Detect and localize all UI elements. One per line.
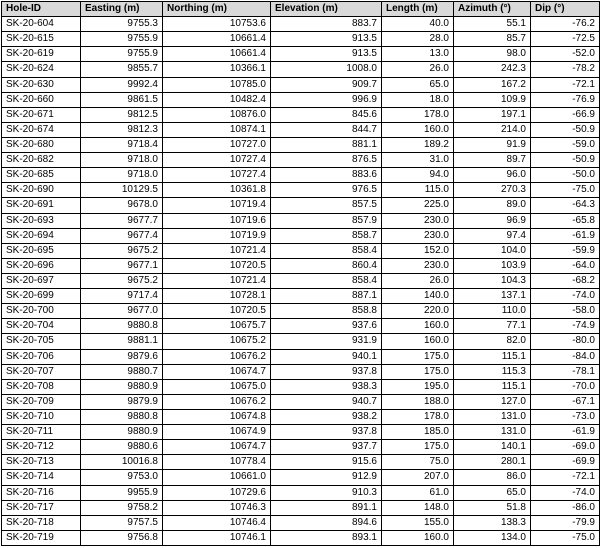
dip-cell: -64.0 — [531, 258, 600, 273]
easting-cell: 9675.2 — [81, 243, 163, 258]
table-row — [2, 198, 600, 213]
hole-id-cell: SK-20-674 — [2, 122, 81, 137]
hole-id-cell: SK-20-695 — [2, 243, 81, 258]
hole-id-cell: SK-20-680 — [2, 137, 81, 152]
azimuth-cell: 131.0 — [454, 409, 531, 424]
hole-id-cell: SK-20-682 — [2, 153, 81, 168]
northing-cell: 10366.1 — [163, 62, 271, 77]
length-cell: 140.0 — [382, 289, 454, 304]
length-cell: 207.0 — [382, 470, 454, 485]
dip-cell: -50.9 — [531, 122, 600, 137]
hole-id-cell: SK-20-705 — [2, 334, 81, 349]
dip-cell: -80.0 — [531, 334, 600, 349]
length-cell: 115.0 — [382, 183, 454, 198]
dip-cell: -59.9 — [531, 243, 600, 258]
elevation-cell: 893.1 — [271, 530, 382, 545]
length-cell: 230.0 — [382, 258, 454, 273]
dip-cell: -50.9 — [531, 153, 600, 168]
hole-id-cell: SK-20-713 — [2, 455, 81, 470]
length-cell: 152.0 — [382, 243, 454, 258]
northing-cell: 10661.0 — [163, 470, 271, 485]
hole-id-cell: SK-20-685 — [2, 168, 81, 183]
hole-id-cell: SK-20-624 — [2, 62, 81, 77]
dip-cell: -52.0 — [531, 47, 600, 62]
table-row — [2, 349, 600, 364]
easting-cell: 9755.3 — [81, 17, 163, 32]
northing-cell: 10785.0 — [163, 77, 271, 92]
dip-cell: -72.5 — [531, 32, 600, 47]
table-row — [2, 485, 600, 500]
header-hole-id: Hole-ID — [2, 2, 81, 17]
header-northing: Northing (m) — [163, 2, 271, 17]
length-cell: 175.0 — [382, 364, 454, 379]
easting-cell: 9812.3 — [81, 122, 163, 137]
hole-id-cell: SK-20-709 — [2, 394, 81, 409]
northing-cell: 10674.9 — [163, 425, 271, 440]
length-cell: 61.0 — [382, 485, 454, 500]
elevation-cell: 857.9 — [271, 213, 382, 228]
elevation-cell: 931.9 — [271, 334, 382, 349]
elevation-cell: 858.4 — [271, 273, 382, 288]
northing-cell: 10720.5 — [163, 304, 271, 319]
northing-cell: 10674.7 — [163, 440, 271, 455]
length-cell: 75.0 — [382, 455, 454, 470]
easting-cell: 9717.4 — [81, 289, 163, 304]
table-row — [2, 394, 600, 409]
elevation-cell: 938.3 — [271, 379, 382, 394]
table-row — [2, 47, 600, 62]
elevation-cell: 845.6 — [271, 107, 382, 122]
table-row — [2, 364, 600, 379]
dip-cell: -76.2 — [531, 17, 600, 32]
easting-cell: 9861.5 — [81, 92, 163, 107]
table-row — [2, 168, 600, 183]
easting-cell: 9753.0 — [81, 470, 163, 485]
azimuth-cell: 85.7 — [454, 32, 531, 47]
length-cell: 160.0 — [382, 334, 454, 349]
elevation-cell: 915.6 — [271, 455, 382, 470]
easting-cell: 9880.9 — [81, 425, 163, 440]
azimuth-cell: 127.0 — [454, 394, 531, 409]
elevation-cell: 881.1 — [271, 137, 382, 152]
length-cell: 148.0 — [382, 500, 454, 515]
elevation-cell: 883.7 — [271, 17, 382, 32]
table-row — [2, 228, 600, 243]
table-row — [2, 455, 600, 470]
dip-cell: -68.2 — [531, 273, 600, 288]
dip-cell: -61.9 — [531, 228, 600, 243]
hole-id-cell: SK-20-707 — [2, 364, 81, 379]
length-cell: 13.0 — [382, 47, 454, 62]
table-row — [2, 425, 600, 440]
northing-cell: 10719.9 — [163, 228, 271, 243]
length-cell: 189.2 — [382, 137, 454, 152]
table-row — [2, 470, 600, 485]
hole-id-cell: SK-20-694 — [2, 228, 81, 243]
easting-cell: 9758.2 — [81, 500, 163, 515]
dip-cell: -74.0 — [531, 289, 600, 304]
elevation-cell: 937.6 — [271, 319, 382, 334]
easting-cell: 9992.4 — [81, 77, 163, 92]
length-cell: 94.0 — [382, 168, 454, 183]
northing-cell: 10720.5 — [163, 258, 271, 273]
northing-cell: 10876.0 — [163, 107, 271, 122]
elevation-cell: 913.5 — [271, 47, 382, 62]
hole-id-cell: SK-20-660 — [2, 92, 81, 107]
azimuth-cell: 214.0 — [454, 122, 531, 137]
elevation-cell: 1008.0 — [271, 62, 382, 77]
azimuth-cell: 115.1 — [454, 349, 531, 364]
hole-id-cell: SK-20-706 — [2, 349, 81, 364]
azimuth-cell: 138.3 — [454, 515, 531, 530]
azimuth-cell: 197.1 — [454, 107, 531, 122]
northing-cell: 10719.4 — [163, 198, 271, 213]
header-azimuth: Azimuth (°) — [454, 2, 531, 17]
length-cell: 225.0 — [382, 198, 454, 213]
azimuth-cell: 86.0 — [454, 470, 531, 485]
northing-cell: 10746.1 — [163, 530, 271, 545]
length-cell: 26.0 — [382, 62, 454, 77]
dip-cell: -58.0 — [531, 304, 600, 319]
hole-id-cell: SK-20-708 — [2, 379, 81, 394]
length-cell: 28.0 — [382, 32, 454, 47]
elevation-cell: 938.2 — [271, 409, 382, 424]
length-cell: 230.0 — [382, 213, 454, 228]
table-row — [2, 440, 600, 455]
easting-cell: 9718.0 — [81, 153, 163, 168]
azimuth-cell: 65.0 — [454, 485, 531, 500]
hole-id-cell: SK-20-630 — [2, 77, 81, 92]
table-row — [2, 213, 600, 228]
azimuth-cell: 104.3 — [454, 273, 531, 288]
azimuth-cell: 51.8 — [454, 500, 531, 515]
hole-id-cell: SK-20-697 — [2, 273, 81, 288]
northing-cell: 10874.1 — [163, 122, 271, 137]
dip-cell: -78.1 — [531, 364, 600, 379]
easting-cell: 9718.0 — [81, 168, 163, 183]
length-cell: 65.0 — [382, 77, 454, 92]
dip-cell: -86.0 — [531, 500, 600, 515]
northing-cell: 10727.0 — [163, 137, 271, 152]
elevation-cell: 887.1 — [271, 289, 382, 304]
elevation-cell: 894.6 — [271, 515, 382, 530]
northing-cell: 10727.4 — [163, 153, 271, 168]
easting-cell: 9881.1 — [81, 334, 163, 349]
hole-id-cell: SK-20-619 — [2, 47, 81, 62]
table-row — [2, 304, 600, 319]
table-row — [2, 379, 600, 394]
table-row — [2, 273, 600, 288]
hole-id-cell: SK-20-704 — [2, 319, 81, 334]
dip-cell: -78.2 — [531, 62, 600, 77]
hole-id-cell: SK-20-711 — [2, 425, 81, 440]
azimuth-cell: 242.3 — [454, 62, 531, 77]
hole-id-cell: SK-20-696 — [2, 258, 81, 273]
elevation-cell: 857.5 — [271, 198, 382, 213]
azimuth-cell: 115.1 — [454, 379, 531, 394]
northing-cell: 10729.6 — [163, 485, 271, 500]
elevation-cell: 937.8 — [271, 364, 382, 379]
length-cell: 160.0 — [382, 122, 454, 137]
easting-cell: 9678.0 — [81, 198, 163, 213]
dip-cell: -67.1 — [531, 394, 600, 409]
dip-cell: -75.0 — [531, 530, 600, 545]
header-length: Length (m) — [382, 2, 454, 17]
dip-cell: -59.0 — [531, 137, 600, 152]
hole-id-cell: SK-20-712 — [2, 440, 81, 455]
length-cell: 188.0 — [382, 394, 454, 409]
elevation-cell: 912.9 — [271, 470, 382, 485]
azimuth-cell: 104.0 — [454, 243, 531, 258]
northing-cell: 10361.8 — [163, 183, 271, 198]
northing-cell: 10676.2 — [163, 394, 271, 409]
azimuth-cell: 89.0 — [454, 198, 531, 213]
azimuth-cell: 97.4 — [454, 228, 531, 243]
dip-cell: -50.0 — [531, 168, 600, 183]
azimuth-cell: 109.9 — [454, 92, 531, 107]
table-row — [2, 530, 600, 545]
northing-cell: 10719.6 — [163, 213, 271, 228]
easting-cell: 9880.8 — [81, 409, 163, 424]
dip-cell: -66.9 — [531, 107, 600, 122]
elevation-cell: 940.1 — [271, 349, 382, 364]
hole-id-cell: SK-20-717 — [2, 500, 81, 515]
length-cell: 40.0 — [382, 17, 454, 32]
hole-id-cell: SK-20-716 — [2, 485, 81, 500]
easting-cell: 9880.9 — [81, 379, 163, 394]
dip-cell: -65.8 — [531, 213, 600, 228]
elevation-cell: 937.7 — [271, 440, 382, 455]
easting-cell: 9880.7 — [81, 364, 163, 379]
table-row — [2, 515, 600, 530]
table-row — [2, 409, 600, 424]
easting-cell: 9879.9 — [81, 394, 163, 409]
azimuth-cell: 134.0 — [454, 530, 531, 545]
northing-cell: 10674.8 — [163, 409, 271, 424]
easting-cell: 9677.0 — [81, 304, 163, 319]
table-row — [2, 32, 600, 47]
northing-cell: 10482.4 — [163, 92, 271, 107]
dip-cell: -72.1 — [531, 77, 600, 92]
dip-cell: -84.0 — [531, 349, 600, 364]
easting-cell: 10016.8 — [81, 455, 163, 470]
table-row — [2, 243, 600, 258]
easting-cell: 9675.2 — [81, 273, 163, 288]
northing-cell: 10721.4 — [163, 273, 271, 288]
length-cell: 195.0 — [382, 379, 454, 394]
elevation-cell: 860.4 — [271, 258, 382, 273]
drill-hole-collar-table — [1, 1, 600, 546]
dip-cell: -64.3 — [531, 198, 600, 213]
easting-cell: 9812.5 — [81, 107, 163, 122]
azimuth-cell: 96.9 — [454, 213, 531, 228]
dip-cell: -70.0 — [531, 379, 600, 394]
elevation-cell: 996.9 — [271, 92, 382, 107]
azimuth-cell: 103.9 — [454, 258, 531, 273]
table-row — [2, 319, 600, 334]
table-row — [2, 183, 600, 198]
hole-id-cell: SK-20-699 — [2, 289, 81, 304]
hole-id-cell: SK-20-604 — [2, 17, 81, 32]
table-row — [2, 122, 600, 137]
easting-cell: 9757.5 — [81, 515, 163, 530]
easting-cell: 9718.4 — [81, 137, 163, 152]
hole-id-cell: SK-20-718 — [2, 515, 81, 530]
azimuth-cell: 89.7 — [454, 153, 531, 168]
dip-cell: -73.0 — [531, 409, 600, 424]
easting-cell: 9855.7 — [81, 62, 163, 77]
hole-id-cell: SK-20-691 — [2, 198, 81, 213]
dip-cell: -72.1 — [531, 470, 600, 485]
table-row — [2, 153, 600, 168]
dip-cell: -76.9 — [531, 92, 600, 107]
length-cell: 175.0 — [382, 349, 454, 364]
azimuth-cell: 77.1 — [454, 319, 531, 334]
easting-cell: 9677.4 — [81, 228, 163, 243]
dip-cell: -69.0 — [531, 440, 600, 455]
table-row — [2, 77, 600, 92]
northing-cell: 10661.4 — [163, 32, 271, 47]
easting-cell: 9677.1 — [81, 258, 163, 273]
azimuth-cell: 131.0 — [454, 425, 531, 440]
northing-cell: 10728.1 — [163, 289, 271, 304]
northing-cell: 10675.0 — [163, 379, 271, 394]
elevation-cell: 937.8 — [271, 425, 382, 440]
length-cell: 160.0 — [382, 319, 454, 334]
dip-cell: -74.9 — [531, 319, 600, 334]
hole-id-cell: SK-20-714 — [2, 470, 81, 485]
length-cell: 160.0 — [382, 530, 454, 545]
dip-cell: -61.9 — [531, 425, 600, 440]
hole-id-cell: SK-20-615 — [2, 32, 81, 47]
azimuth-cell: 96.0 — [454, 168, 531, 183]
length-cell: 175.0 — [382, 440, 454, 455]
hole-id-cell: SK-20-671 — [2, 107, 81, 122]
easting-cell: 9880.6 — [81, 440, 163, 455]
elevation-cell: 844.7 — [271, 122, 382, 137]
hole-id-cell: SK-20-690 — [2, 183, 81, 198]
table-row — [2, 334, 600, 349]
northing-cell: 10675.7 — [163, 319, 271, 334]
dip-cell: -69.9 — [531, 455, 600, 470]
azimuth-cell: 167.2 — [454, 77, 531, 92]
table-row — [2, 17, 600, 32]
length-cell: 220.0 — [382, 304, 454, 319]
northing-cell: 10674.7 — [163, 364, 271, 379]
easting-cell: 9879.6 — [81, 349, 163, 364]
northing-cell: 10676.2 — [163, 349, 271, 364]
elevation-cell: 976.5 — [271, 183, 382, 198]
length-cell: 155.0 — [382, 515, 454, 530]
azimuth-cell: 91.9 — [454, 137, 531, 152]
easting-cell: 9756.8 — [81, 530, 163, 545]
table-body — [2, 17, 600, 546]
elevation-cell: 858.8 — [271, 304, 382, 319]
azimuth-cell: 280.1 — [454, 455, 531, 470]
table-row — [2, 62, 600, 77]
northing-cell: 10675.2 — [163, 334, 271, 349]
length-cell: 26.0 — [382, 273, 454, 288]
elevation-cell: 891.1 — [271, 500, 382, 515]
northing-cell: 10778.4 — [163, 455, 271, 470]
easting-cell: 9880.8 — [81, 319, 163, 334]
easting-cell: 9755.9 — [81, 47, 163, 62]
table-row — [2, 258, 600, 273]
length-cell: 185.0 — [382, 425, 454, 440]
azimuth-cell: 137.1 — [454, 289, 531, 304]
azimuth-cell: 270.3 — [454, 183, 531, 198]
elevation-cell: 876.5 — [271, 153, 382, 168]
elevation-cell: 913.5 — [271, 32, 382, 47]
easting-cell: 9677.7 — [81, 213, 163, 228]
table-row — [2, 107, 600, 122]
dip-cell: -74.0 — [531, 485, 600, 500]
elevation-cell: 858.4 — [271, 243, 382, 258]
azimuth-cell: 55.1 — [454, 17, 531, 32]
elevation-cell: 940.7 — [271, 394, 382, 409]
length-cell: 31.0 — [382, 153, 454, 168]
elevation-cell: 883.6 — [271, 168, 382, 183]
table-row — [2, 500, 600, 515]
hole-id-cell: SK-20-693 — [2, 213, 81, 228]
length-cell: 230.0 — [382, 228, 454, 243]
northing-cell: 10753.6 — [163, 17, 271, 32]
northing-cell: 10721.4 — [163, 243, 271, 258]
hole-id-cell: SK-20-700 — [2, 304, 81, 319]
length-cell: 178.0 — [382, 107, 454, 122]
header-elevation: Elevation (m) — [271, 2, 382, 17]
dip-cell: -75.0 — [531, 183, 600, 198]
hole-id-cell: SK-20-710 — [2, 409, 81, 424]
length-cell: 18.0 — [382, 92, 454, 107]
hole-id-cell: SK-20-719 — [2, 530, 81, 545]
length-cell: 178.0 — [382, 409, 454, 424]
azimuth-cell: 82.0 — [454, 334, 531, 349]
header-row — [2, 2, 600, 17]
northing-cell: 10746.4 — [163, 515, 271, 530]
azimuth-cell: 115.3 — [454, 364, 531, 379]
easting-cell: 10129.5 — [81, 183, 163, 198]
northing-cell: 10746.3 — [163, 500, 271, 515]
northing-cell: 10727.4 — [163, 168, 271, 183]
easting-cell: 9755.9 — [81, 32, 163, 47]
azimuth-cell: 98.0 — [454, 47, 531, 62]
azimuth-cell: 110.0 — [454, 304, 531, 319]
northing-cell: 10661.4 — [163, 47, 271, 62]
header-easting: Easting (m) — [81, 2, 163, 17]
easting-cell: 9955.9 — [81, 485, 163, 500]
elevation-cell: 858.7 — [271, 228, 382, 243]
elevation-cell: 909.7 — [271, 77, 382, 92]
table-row — [2, 289, 600, 304]
table-row — [2, 92, 600, 107]
elevation-cell: 910.3 — [271, 485, 382, 500]
header-dip: Dip (°) — [531, 2, 600, 17]
table-row — [2, 137, 600, 152]
azimuth-cell: 140.1 — [454, 440, 531, 455]
dip-cell: -79.9 — [531, 515, 600, 530]
